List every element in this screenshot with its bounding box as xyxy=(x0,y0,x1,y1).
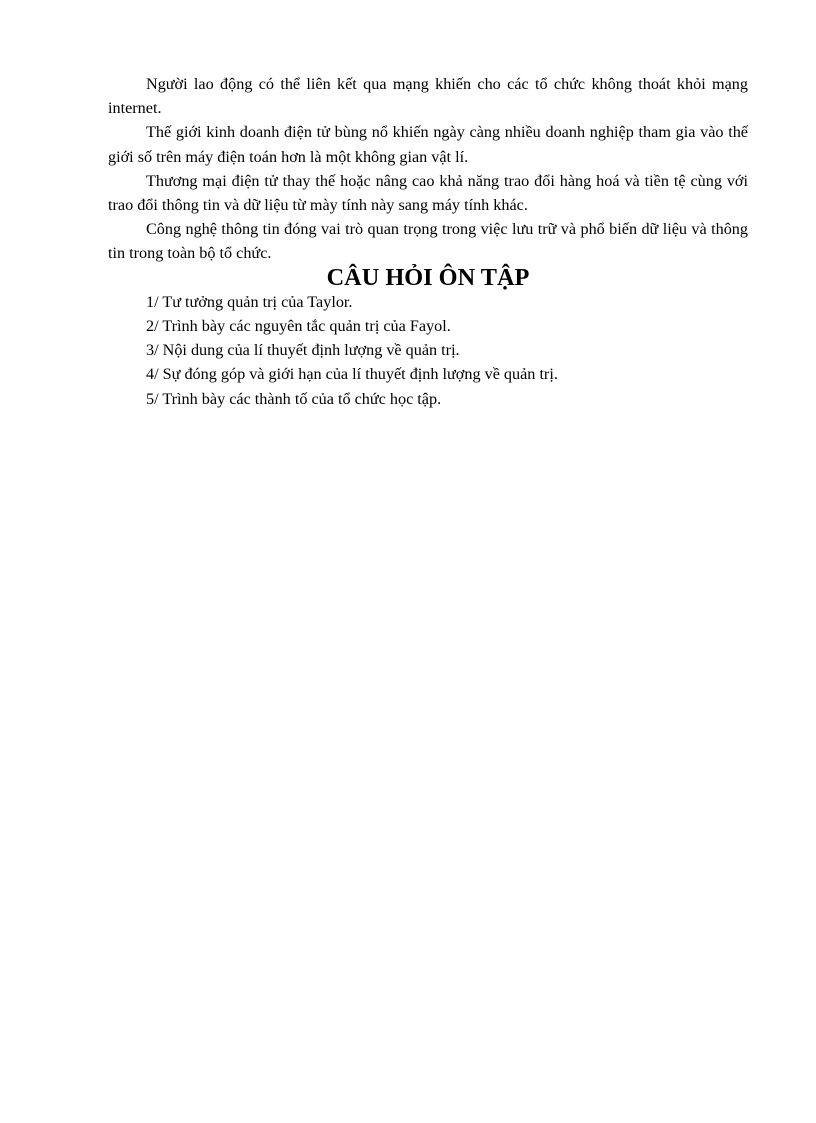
review-question: 2/ Trình bày các nguyên tắc quản trị của Fayol. xyxy=(146,317,451,336)
review-question: 5/ Trình bày các thành tố của tổ chức học tập. xyxy=(146,389,442,408)
review-question: 3/ Nội dung của lí thuyết định lượng về quản trị. xyxy=(146,341,460,360)
review-question: 1/ Tư tưởng quản trị của Taylor. xyxy=(146,292,353,311)
paragraph-information-technology: Công nghệ thông tin đóng vai trò quan trọng trong việc lưu trữ và phổ biến dữ liệu và thông tin trong toàn bộ tổ chức. xyxy=(108,220,748,263)
paragraph-e-business: Thế giới kinh doanh điện tử bùng nổ khiến ngày càng nhiều doanh nghiệp tham gia vào thế giới số trên máy điện toán hơn là một không gian vật lí. xyxy=(108,123,748,166)
paragraph-e-commerce: Thương mại điện tử thay thế hoặc nâng cao khả năng trao đổi hàng hoá và tiền tệ cùng với trao đổi thông tin và dữ liệu từ mày tính này sang máy tính khác. xyxy=(108,171,748,215)
document-page xyxy=(108,72,748,411)
paragraph-network-workers: Người lao động có thể liên kết qua mạng khiến cho các tổ chức không thoát khỏi mạng internet. xyxy=(108,75,748,118)
review-question: 4/ Sự đóng góp và giới hạn của lí thuyết định lượng về quản trị. xyxy=(146,365,558,384)
review-questions-heading: CÂU HỎI ÔN TẬP xyxy=(326,263,530,291)
review-questions-list xyxy=(108,290,748,411)
